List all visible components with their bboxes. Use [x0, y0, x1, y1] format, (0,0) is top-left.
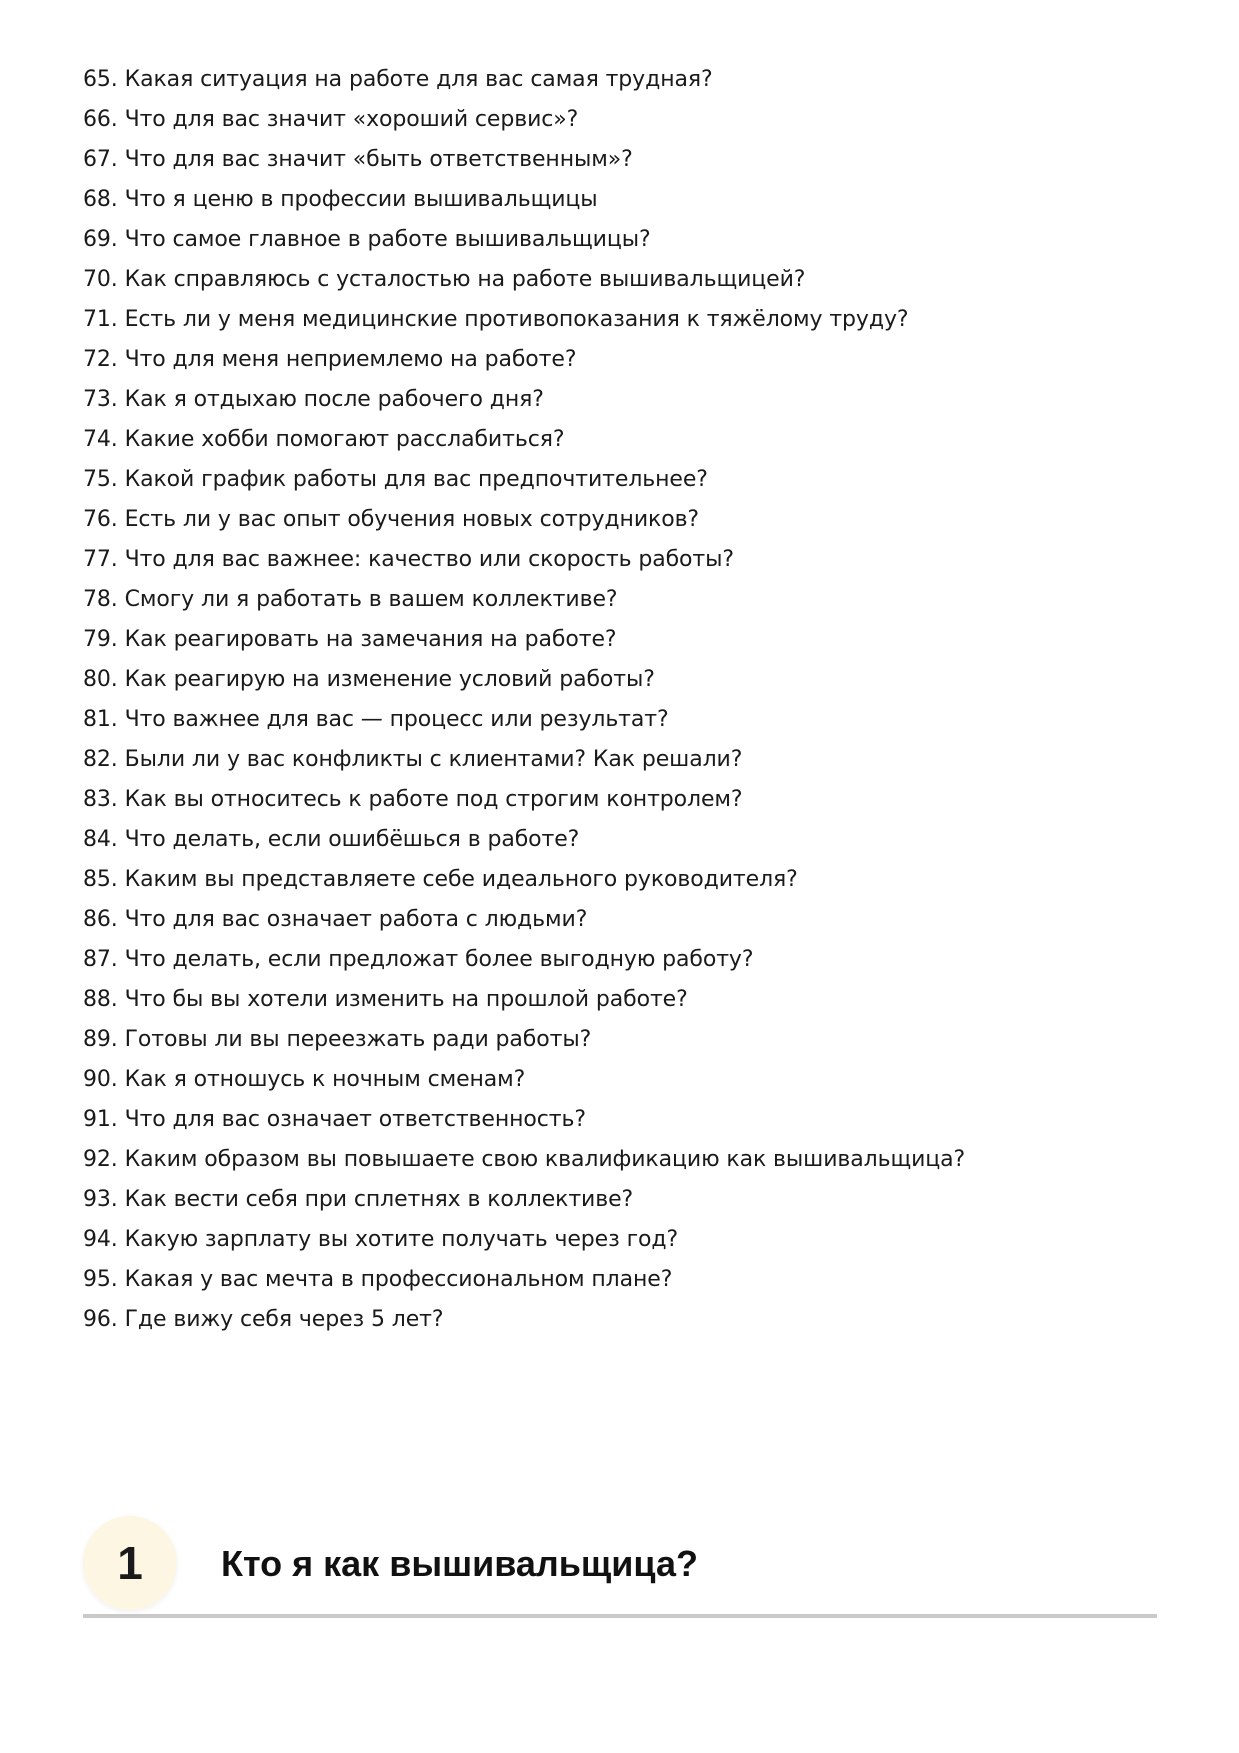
question-item — [83, 980, 965, 1020]
question-text: Что я ценю в профессии вышивальщицы — [124, 187, 598, 212]
question-item — [83, 340, 965, 380]
question-text: Как я отношусь к ночным сменам? — [124, 1067, 526, 1092]
section-divider — [83, 1614, 1157, 1618]
question-number: 83. — [83, 787, 118, 812]
question-number: 66. — [83, 107, 118, 132]
question-number: 79. — [83, 627, 118, 652]
question-text: Как реагировать на замечания на работе? — [124, 627, 617, 652]
question-text: Какую зарплату вы хотите получать через год? — [124, 1227, 679, 1252]
question-text: Каким вы представляете себе идеального руководителя? — [124, 867, 798, 892]
question-number: 84. — [83, 827, 118, 852]
question-number: 76. — [83, 507, 118, 532]
question-item — [83, 740, 965, 780]
question-item — [83, 500, 965, 540]
question-text: Как вести себя при сплетнях в коллективе? — [124, 1187, 634, 1212]
question-text: Что для вас значит «быть ответственным»? — [124, 147, 633, 172]
question-item — [83, 100, 965, 140]
question-item — [83, 620, 965, 660]
question-text: Как реагирую на изменение условий работы? — [124, 667, 655, 692]
question-text: Где вижу себя через 5 лет? — [124, 1307, 444, 1332]
question-text: Что делать, если предложат более выгодную работу? — [124, 947, 754, 972]
question-item — [83, 860, 965, 900]
question-number: 77. — [83, 547, 118, 572]
question-text: Что самое главное в работе вышивальщицы? — [124, 227, 651, 252]
question-text: Что для вас означает работа с людьми? — [124, 907, 588, 932]
question-item — [83, 540, 965, 580]
question-text: Какая у вас мечта в профессиональном плане? — [124, 1267, 673, 1292]
question-item — [83, 1260, 965, 1300]
question-item — [83, 140, 965, 180]
question-number: 78. — [83, 587, 118, 612]
question-number: 70. — [83, 267, 118, 292]
question-item — [83, 380, 965, 420]
question-text: Как вы относитесь к работе под строгим контролем? — [124, 787, 743, 812]
question-text: Что для меня неприемлемо на работе? — [124, 347, 577, 372]
question-number: 81. — [83, 707, 118, 732]
question-text: Смогу ли я работать в вашем коллективе? — [124, 587, 618, 612]
question-number: 90. — [83, 1067, 118, 1092]
question-text: Готовы ли вы переезжать ради работы? — [124, 1027, 592, 1052]
question-number: 75. — [83, 467, 118, 492]
question-number: 95. — [83, 1267, 118, 1292]
question-item — [83, 1100, 965, 1140]
question-item — [83, 1060, 965, 1100]
question-item — [83, 1140, 965, 1180]
question-number: 94. — [83, 1227, 118, 1252]
question-item — [83, 60, 965, 100]
question-number: 74. — [83, 427, 118, 452]
question-text: Что делать, если ошибёшься в работе? — [124, 827, 580, 852]
question-item — [83, 300, 965, 340]
question-item — [83, 460, 965, 500]
question-item — [83, 780, 965, 820]
question-text: Какая ситуация на работе для вас самая трудная? — [124, 67, 713, 92]
question-number: 68. — [83, 187, 118, 212]
question-number: 69. — [83, 227, 118, 252]
question-item — [83, 1220, 965, 1260]
question-number: 67. — [83, 147, 118, 172]
question-number: 72. — [83, 347, 118, 372]
section-title: Кто я как вышивальщица? — [221, 1543, 698, 1584]
question-text: Что для вас важнее: качество или скорость работы? — [124, 547, 734, 572]
question-number: 71. — [83, 307, 118, 332]
question-item — [83, 220, 965, 260]
question-number: 80. — [83, 667, 118, 692]
question-text: Каким образом вы повышаете свою квалификацию как вышивальщица? — [124, 1147, 966, 1172]
question-number: 96. — [83, 1307, 118, 1332]
question-number: 93. — [83, 1187, 118, 1212]
question-item — [83, 180, 965, 220]
question-text: Что для вас означает ответственность? — [124, 1107, 586, 1132]
question-text: Были ли у вас конфликты с клиентами? Как решали? — [124, 747, 743, 772]
question-number: 86. — [83, 907, 118, 932]
question-text: Что бы вы хотели изменить на прошлой работе? — [124, 987, 688, 1012]
section-header — [83, 1516, 1157, 1616]
question-list — [83, 60, 965, 1340]
question-item — [83, 580, 965, 620]
question-number: 92. — [83, 1147, 118, 1172]
question-number: 88. — [83, 987, 118, 1012]
question-text: Есть ли у меня медицинские противопоказания к тяжёлому труду? — [124, 307, 909, 332]
question-number: 85. — [83, 867, 118, 892]
question-item — [83, 900, 965, 940]
question-item — [83, 820, 965, 860]
question-text: Какие хобби помогают расслабиться? — [124, 427, 565, 452]
section-number-badge: 1 — [83, 1516, 177, 1610]
question-number: 89. — [83, 1027, 118, 1052]
question-text: Как я отдыхаю после рабочего дня? — [124, 387, 544, 412]
question-text: Что важнее для вас — процесс или результат? — [124, 707, 669, 732]
question-item — [83, 700, 965, 740]
question-item — [83, 940, 965, 980]
question-item — [83, 260, 965, 300]
question-number: 73. — [83, 387, 118, 412]
question-item — [83, 660, 965, 700]
question-number: 87. — [83, 947, 118, 972]
question-item — [83, 1300, 965, 1340]
question-text: Как справляюсь с усталостью на работе вышивальщицей? — [124, 267, 806, 292]
question-item — [83, 1020, 965, 1060]
question-item — [83, 420, 965, 460]
question-number: 91. — [83, 1107, 118, 1132]
question-number: 65. — [83, 67, 118, 92]
question-text: Что для вас значит «хороший сервис»? — [124, 107, 579, 132]
question-text: Есть ли у вас опыт обучения новых сотрудников? — [124, 507, 700, 532]
question-item — [83, 1180, 965, 1220]
question-text: Какой график работы для вас предпочтительнее? — [124, 467, 708, 492]
question-number: 82. — [83, 747, 118, 772]
